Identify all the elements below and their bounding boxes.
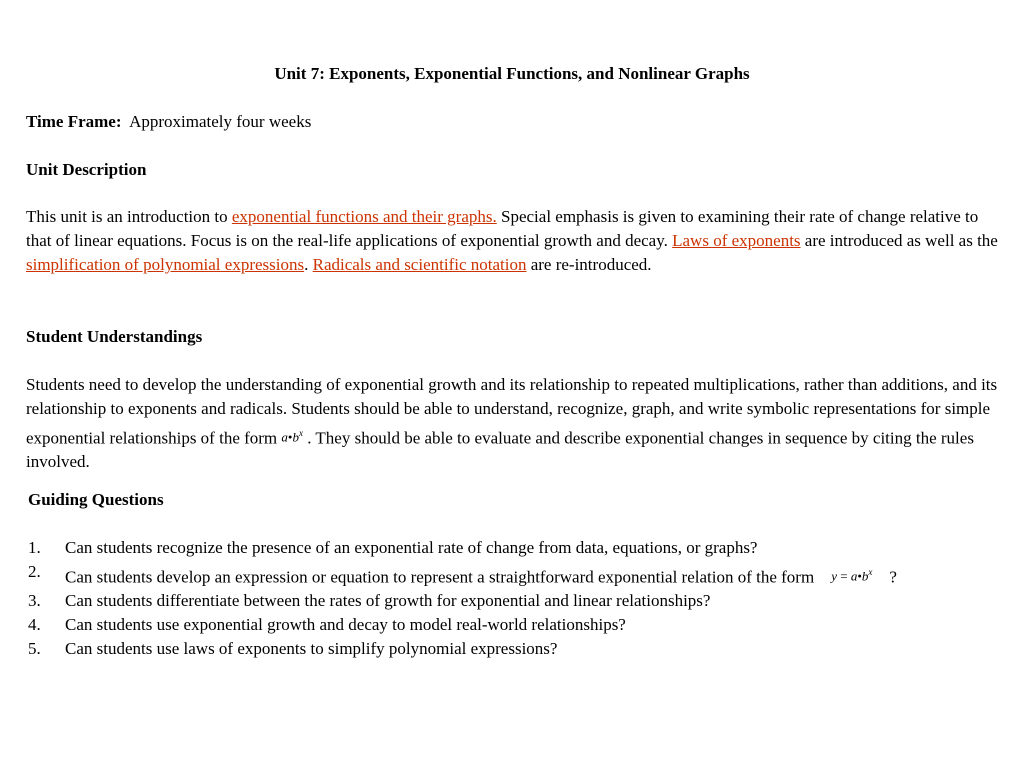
- list-item-tail: ?: [885, 567, 897, 587]
- list-item-number: 2.: [28, 562, 41, 581]
- list-item-number: 5.: [28, 639, 41, 659]
- student-understandings-text-2: . They should be able to evaluate and describe exponential changes in sequence by citing the rules involved.: [26, 428, 974, 472]
- formula-dot: •: [287, 429, 293, 445]
- unit-description-paragraph: [26, 205, 1001, 277]
- student-understandings-text-1: Students need to develop the understanding of exponential growth and its relationship to repeated multiplications, rather than additions, and its relationship to exponents and radicals. Students should be able to understand, recognize, graph, and write symbolic representations for simple exponential relationships of the form: [26, 375, 998, 448]
- unit-description-text-3: are introduced as well as the: [800, 231, 998, 250]
- radicals-scientific-notation-link[interactable]: Radicals and scientific notation: [312, 255, 527, 274]
- formula-exponent: x: [298, 428, 303, 438]
- student-understandings-paragraph: [26, 373, 1001, 474]
- time-frame-label: Time Frame:: [26, 112, 122, 131]
- list-item: [26, 613, 1001, 637]
- exponential-functions-link[interactable]: exponential functions and their graphs.: [231, 207, 497, 226]
- formula-a: a: [281, 429, 288, 445]
- formula-b: b: [861, 568, 869, 584]
- list-item-text: Can students use exponential growth and decay to model real-world relationships?: [65, 615, 626, 635]
- list-item-text: Can students differentiate between the rates of growth for exponential and linear relationships?: [65, 591, 711, 611]
- list-item-number: 4.: [28, 615, 41, 635]
- guiding-questions-list-container: [26, 536, 1001, 661]
- list-item-text: Can students recognize the presence of an exponential rate of change from data, equations, or graphs?: [65, 538, 758, 557]
- formula-equals: =: [840, 568, 848, 584]
- formula-a: a: [850, 568, 858, 584]
- guiding-questions-list: [26, 536, 1001, 661]
- list-item: [26, 637, 1001, 661]
- formula-dot: •: [857, 568, 862, 584]
- exponential-form-formula: [281, 421, 303, 449]
- list-item-number: 3.: [28, 591, 41, 611]
- unit-description-text-5: are re-introduced.: [526, 255, 652, 274]
- unit-description-text-1: This unit is an introduction to: [26, 207, 232, 226]
- polynomial-simplification-link[interactable]: simplification of polynomial expressions: [26, 255, 305, 274]
- time-frame-line: [26, 110, 1001, 134]
- unit-description-heading: Unit Description: [26, 160, 147, 179]
- page-title: Unit 7: Exponents, Exponential Functions, and Nonlinear Graphs: [274, 64, 750, 83]
- laws-of-exponents-link[interactable]: Laws of exponents: [672, 231, 801, 250]
- guiding-questions-heading: Guiding Questions: [28, 490, 164, 509]
- list-item-text: Can students use laws of exponents to simplify polynomial expressions?: [65, 639, 558, 659]
- list-item-number: 1.: [28, 538, 41, 557]
- formula-y: y: [831, 568, 837, 584]
- student-understandings-heading: Student Understandings: [26, 327, 203, 346]
- list-item: [26, 560, 900, 589]
- formula-exponent: x: [868, 567, 873, 577]
- equation-form-formula: [831, 560, 872, 588]
- list-item: [26, 536, 1001, 560]
- unit-description-text-4: .: [304, 255, 313, 274]
- time-frame-value: Approximately four weeks: [129, 112, 312, 131]
- list-item-text: Can students develop an expression or equation to represent a straightforward exponential relation of the form: [65, 567, 819, 587]
- list-item: [26, 589, 1001, 613]
- unit-description-text-2: Special emphasis is given to examining their rate of change relative to that of linear equations. Focus is on the real-life applications of exponential growth and decay.: [26, 207, 979, 250]
- formula-b: b: [292, 429, 299, 445]
